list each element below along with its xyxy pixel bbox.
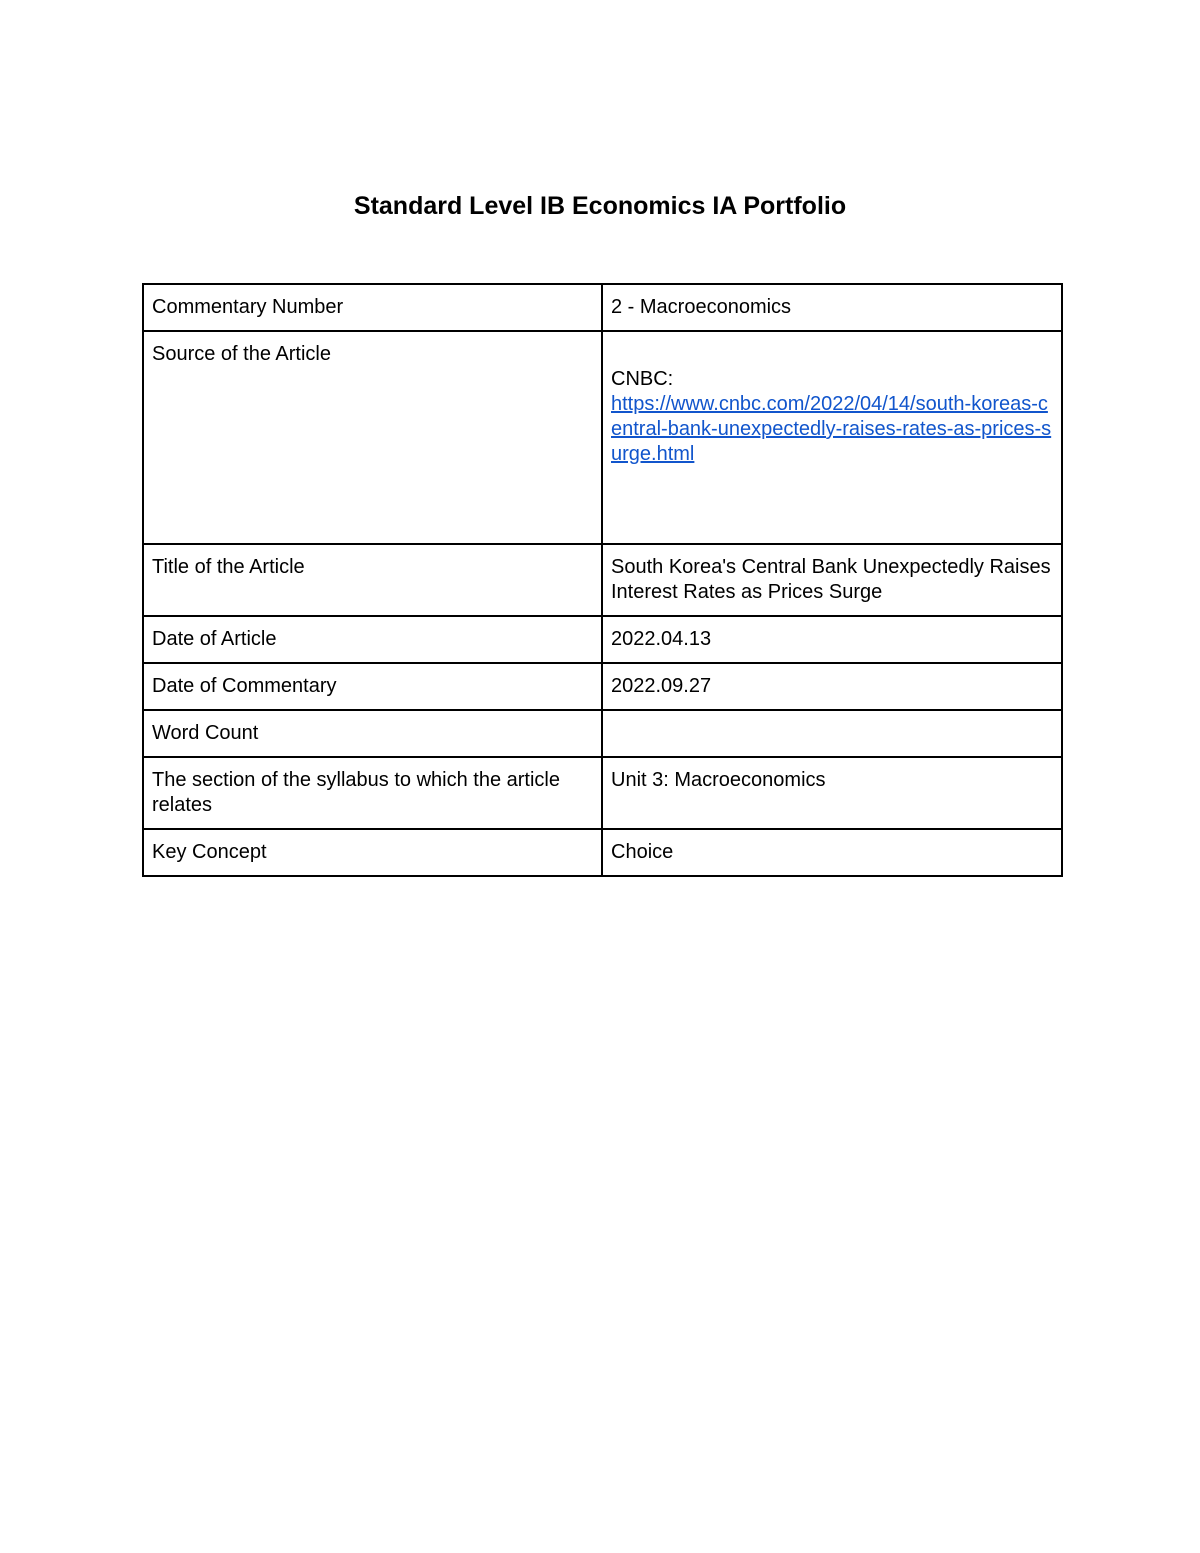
table-row-syllabus-section (143, 757, 1062, 829)
source-label: Source of the Article (143, 331, 602, 544)
key-concept-label: Key Concept (143, 829, 602, 876)
date-of-commentary-label: Date of Commentary (143, 663, 602, 710)
article-title-value: South Korea's Central Bank Unexpectedly Raises Interest Rates as Prices Surge (602, 544, 1062, 616)
syllabus-section-label: The section of the syllabus to which the article relates (143, 757, 602, 829)
table-row-key-concept (143, 829, 1062, 876)
table-row-commentary-number (143, 284, 1062, 331)
date-of-article-label: Date of Article (143, 616, 602, 663)
date-of-article-value: 2022.04.13 (602, 616, 1062, 663)
source-publisher: CNBC: (611, 368, 674, 390)
commentary-number-value: 2 - Macroeconomics (602, 284, 1062, 331)
word-count-label: Word Count (143, 710, 602, 757)
date-of-commentary-value: 2022.09.27 (602, 663, 1062, 710)
table-row-date-of-article (143, 616, 1062, 663)
portfolio-info-table (142, 283, 1063, 877)
syllabus-section-value: Unit 3: Macroeconomics (602, 757, 1062, 829)
source-link[interactable]: https://www.cnbc.com/2022/04/14/south-koreas-central-bank-unexpectedly-raises-rates-as-prices-surge.html (611, 393, 1052, 465)
word-count-value (602, 710, 1062, 757)
table-row-date-of-commentary (143, 663, 1062, 710)
table-row-word-count (143, 710, 1062, 757)
source-cell (602, 331, 1062, 544)
table-row-article-title (143, 544, 1062, 616)
page-title: Standard Level IB Economics IA Portfolio (353, 192, 847, 220)
key-concept-value: Choice (602, 829, 1062, 876)
commentary-number-label: Commentary Number (143, 284, 602, 331)
table-row-source (143, 331, 1062, 544)
source-block (611, 342, 1053, 467)
article-title-label: Title of the Article (143, 544, 602, 616)
